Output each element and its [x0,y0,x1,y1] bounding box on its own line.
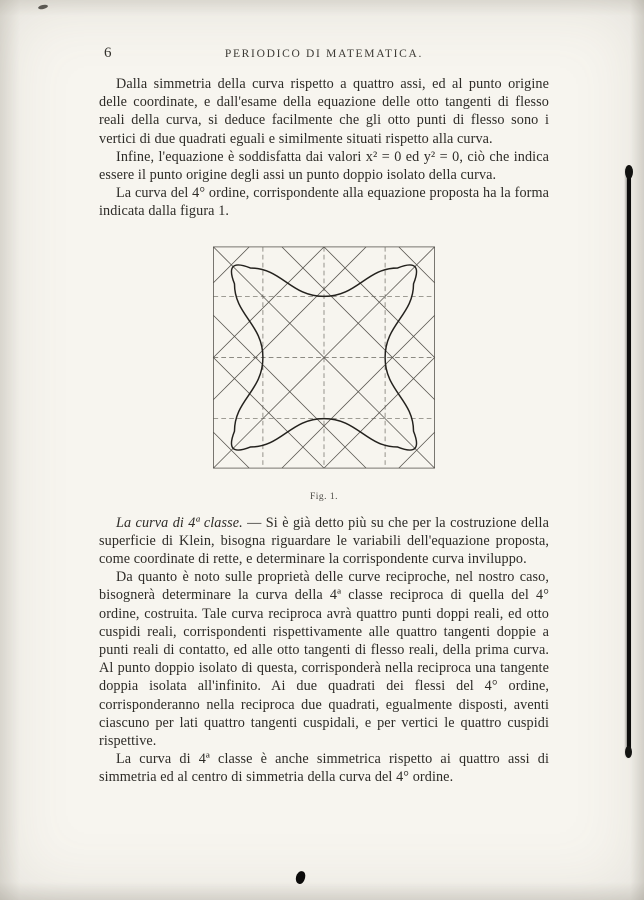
scan-artifact-right-blob-bottom [625,746,632,758]
scan-artifact-topleft-speck [38,4,49,10]
figure-1-quartic-curve-plot [189,229,459,486]
scan-artifact-right-gutter-line [627,167,631,757]
paragraph-symmetry: Dalla simmetria della curva rispetto a quattro assi, ed al punto origine delle coordinate, e dall'esame della equazione delle otto tangenti di flesso reali della curva, si deduce facilmente che gli otto punti di flesso sono i vertici di due quadrati eguali e similmente situati rispetto alla curva. [99,76,549,147]
paragraph-symmetry-4th-class: La curva di 4ª classe è anche simmetrica rispetto ai quattro assi di simmetria ed al centro di simmetria della curva del 4° ordine. [99,751,549,786]
paragraph-equation-values: Infine, l'equazione è soddisfatta dai valori x² = 0 ed y² = 0, ciò che indica essere il punto origine degli assi un punto doppio isolato della curva. [99,148,549,184]
figure-1 [99,229,549,502]
paragraph-curve-4th-class [99,514,549,569]
figure-1-caption: Fig. 1. [309,491,339,502]
paragraph-figure-reference: La curva del 4° ordine, corrispondente alla equazione proposta ha la forma indicata dalla figura 1. [99,185,549,220]
paragraph-reciprocal-curve: Da quanto è noto sulle proprietà delle curve reciproche, nel nostro caso, bisognerà determinare la curva della 4ª classe reciproca di quella del 4° ordine, costruita. Tale curva reciproca avrà quattro punti doppi reali, ed otto cuspidi reali, corrispondenti rispettivamente alle quattro tangenti doppie a punti reali di contatto, ed alle otto tangenti di flesso reali, della prima curva. Al punto doppio isolato di questa, corrisponderà nella reciproca una tangente doppia isolata all'infinito. Ai due quadrati dei flessi del 4° ordine, corrisponderanno nella reciproca due quadrati, egualmente disposti, aventi ciascuno per lati quattro tangenti cuspidali, e per vertici le quattro cuspidi rispettive. [99,569,549,750]
scan-artifact-right-blob-top [625,165,633,179]
text-column [99,44,549,787]
paragraph-lead-rest: — Si è già detto più su che per la costruzione della superficie di Klein, bisogna riguardare le variabili dell'equazione proposta, come coordinate di rette, e determinare la corrispondente curva inviluppo. [99,514,549,568]
page-number: 6 [104,45,112,61]
page-header [99,44,549,66]
scan-artifact-bottom-mark [295,870,307,885]
paragraph-lead-italic: La curva di 4ª classe. [116,514,243,531]
journal-running-title: PERIODICO DI MATEMATICA. [224,48,424,60]
